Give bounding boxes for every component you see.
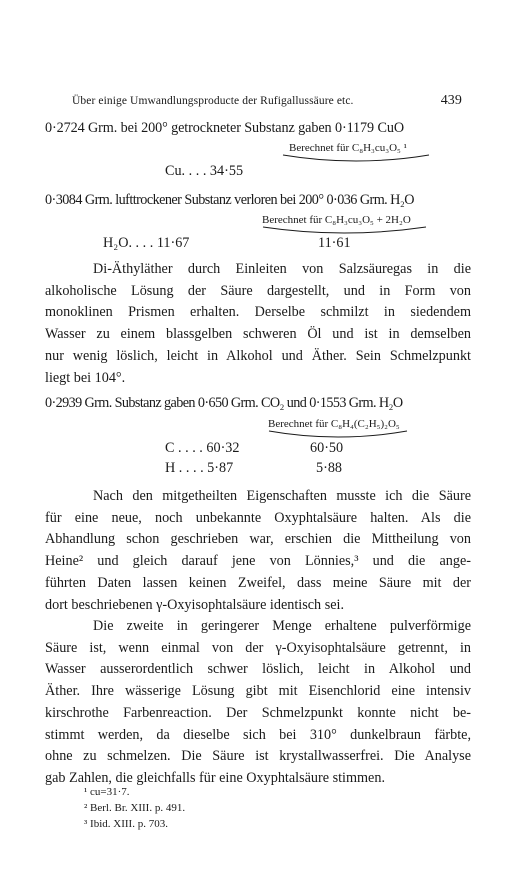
text-line: liegt bei 104°.: [45, 369, 126, 386]
found-c: C . . . . 60·32: [165, 440, 240, 456]
text-line: alkoholische Lösung der Säure dargestellt, und in Form von: [45, 282, 471, 299]
page-number: 439: [440, 93, 462, 108]
calc-label-1: Berechnet für C₈H₃cu₃O₅ ¹: [289, 142, 407, 154]
brace-3: [268, 430, 408, 438]
found-h2o: H₂O. . . . 11·67: [103, 235, 190, 251]
footnote-3: ³ Ibid. XIII. p. 703.: [84, 818, 168, 830]
calc-h2o: 11·61: [318, 235, 351, 251]
text-line: Wasser ausserordentlich schwer löslich, leicht in Alkohol und: [45, 661, 471, 678]
text-line: ohne zu schmelzen. Die Säure ist krystallwasserfrei. Die Analyse: [45, 748, 471, 765]
text-line: für eine neue, noch unbekannte Oxyphtalsäure halten. Als die: [45, 509, 471, 526]
analysis-line-3: 0·2939 Grm. Substanz gaben 0·650 Grm. CO₂ und 0·1553 Grm. H₂O: [45, 395, 403, 411]
text-line: gab Zahlen, die gleichfalls für eine Oxyphtalsäure stimmen.: [45, 769, 385, 786]
calc-label-2: Berechnet für C₈H₃cu₃O₅ + 2H₂O: [262, 214, 411, 226]
text-line: Heine² und gleich darauf jene von Lönnies,³ und die ange-: [45, 553, 471, 570]
running-title: Über einige Umwandlungsproducte der Rufigallussäure etc.: [72, 95, 354, 107]
found-cu: Cu. . . . 34·55: [165, 163, 244, 179]
text-line: führten Daten lassen keinen Zweifel, dass meine Säure mit der: [45, 574, 471, 591]
text-line: Säure ist, wenn einmal von der γ-Oxyisophtalsäure getrennt, in: [45, 639, 471, 656]
analysis-line-1: 0·2724 Grm. bei 200° getrockneter Substanz gaben 0·1179 CuO: [45, 120, 404, 136]
paragraph-diethylether: [45, 259, 471, 389]
text-line: Die zweite in geringerer Menge erhaltene pulverförmige: [93, 618, 471, 634]
found-h: H . . . . 5·87: [165, 460, 234, 476]
text-line: Abhandlung schon geschrieben war, erschien die Mittheilung von: [45, 531, 471, 548]
paragraph-oxyphtalsaeure: [45, 486, 471, 616]
brace-1: [282, 154, 430, 162]
text-line: Nach den mitgetheilten Eigenschaften musste ich die Säure: [93, 488, 471, 504]
footnote-1: ¹ cu=31·7.: [84, 786, 130, 798]
brace-2: [262, 226, 427, 234]
text-line: Äther. Ihre wässerige Lösung gibt mit Eisenchlorid eine intensiv: [45, 683, 471, 700]
calc-c: 60·50: [310, 440, 344, 456]
analysis-line-2: 0·3084 Grm. lufttrockener Substanz verloren bei 200° 0·036 Grm. H₂O: [45, 192, 414, 208]
text-line: monoklinen Prismen erhalten. Derselbe schmilzt in siedendem: [45, 304, 471, 321]
calc-label-3: Berechnet für C₈H₄(C₂H₅)₂O₅: [268, 418, 400, 430]
text-line: Di-Äthyläther durch Einleiten von Salzsäuregas in die: [93, 261, 471, 277]
paragraph-zweite-saeure: [45, 616, 471, 790]
calc-h: 5·88: [316, 460, 343, 476]
text-line: stimmt werden, da dieselbe sich bei 310° dunkelbraun färbte,: [45, 726, 471, 743]
running-header: [72, 95, 462, 107]
text-line: kirschrothe Farbenreaction. Der Schmelzpunkt konnte nicht be-: [45, 704, 471, 721]
text-line: Wasser zu einem blassgelben schweren Öl und ist in demselben: [45, 326, 471, 343]
text-line: dort beschriebenen γ-Oxyisophtalsäure identisch sei.: [45, 596, 344, 613]
text-line: nur wenig löslich, leicht in Alkohol und Äther. Sein Schmelzpunkt: [45, 347, 471, 364]
footnote-2: ² Berl. Br. XIII. p. 491.: [84, 802, 186, 814]
